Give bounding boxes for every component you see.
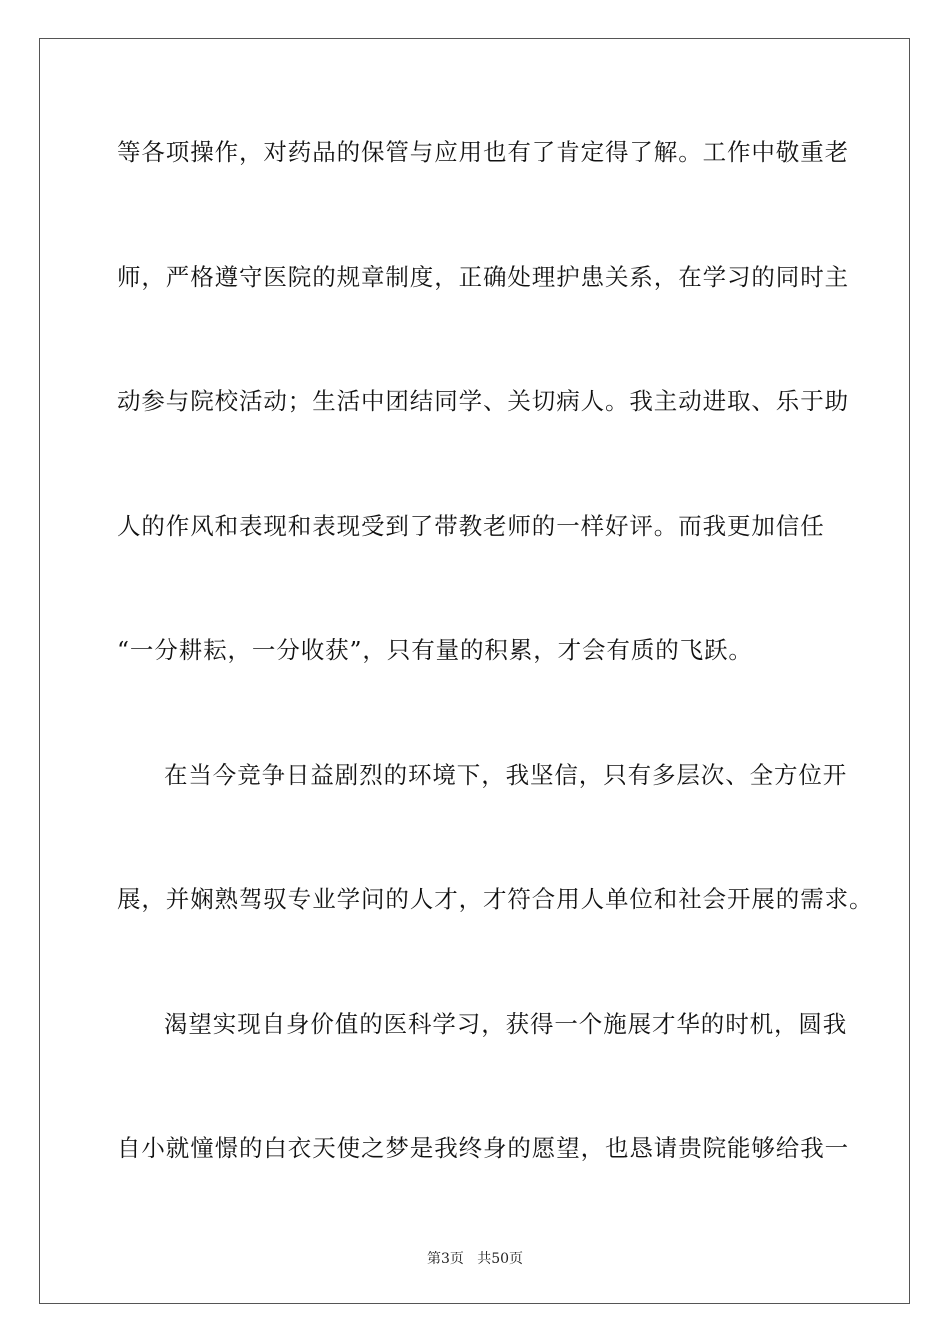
text-line-8: 渴望实现自身价值的医科学习，获得一个施展才华的时机，圆我: [164, 1009, 848, 1038]
text-line-1: 等各项操作，对药品的保管与应用也有了肯定得了解。工作中敬重老: [117, 138, 849, 166]
page-number-footer: 第3页 共50页: [426, 1251, 524, 1267]
text-line-5: “一分耕耘，一分收获”，只有量的积累，才会有质的飞跃。: [117, 636, 753, 664]
text-line-7: 展，并娴熟驾驭专业学问的人才，才符合用人单位和社会开展的需求。: [117, 885, 874, 913]
text-line-4: 人的作风和表现和表现受到了带教老师的一样好评。而我更加信任: [117, 511, 825, 540]
text-line-9: 自小就憧憬的白衣天使之梦是我终身的愿望，也恳请贵院能够给我一: [117, 1134, 849, 1162]
document-body: [117, 128, 874, 1249]
text-line-2: 师，严格遵守医院的规章制度，正确处理护患关系，在学习的同时主: [117, 262, 849, 291]
text-line-3: 动参与院校活动；生活中团结同学、关切病人。我主动进取、乐于助: [117, 387, 849, 415]
text-line-6: 在当今竞争日益剧烈的环境下，我坚信，只有多层次、全方位开: [164, 760, 848, 789]
